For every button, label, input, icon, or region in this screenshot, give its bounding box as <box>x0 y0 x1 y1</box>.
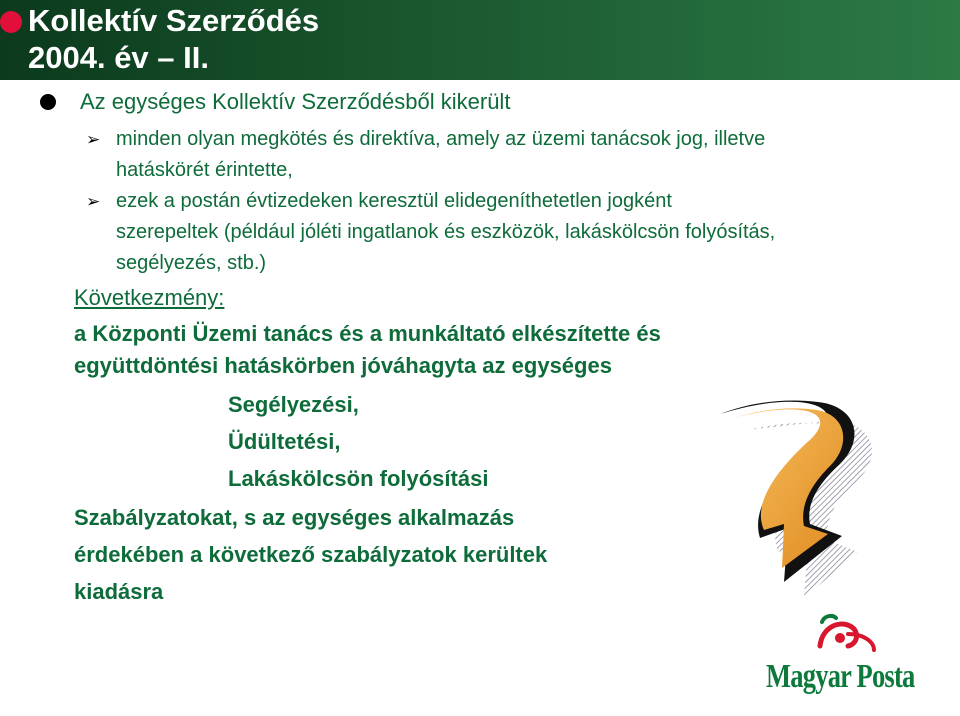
curved-arrow-icon <box>700 392 880 622</box>
closing-line-2: érdekében a következő szabályzatok kerültek <box>74 542 548 567</box>
slide-title-line-2: 2004. év – II. <box>28 40 209 75</box>
sub-bullet-2-line-1: ezek a postán évtizedeken keresztül elidegeníthetetlen jogként <box>116 190 672 212</box>
sub-bullet-2-line-3: segélyezés, stb.) <box>116 252 267 274</box>
slide-title-line-1: Kollektív Szerződés <box>28 3 320 38</box>
title-bar <box>0 0 960 80</box>
sub-bullet-1-line-1: minden olyan megkötés és direktíva, amely az üzemi tanácsok jog, illetve <box>116 128 766 150</box>
consequence-label: Következmény: <box>74 285 225 310</box>
closing-line-3: kiadásra <box>74 579 164 604</box>
closing-line-1: Szabályzatokat, s az egységes alkalmazás <box>74 505 515 530</box>
sub-bullet-1 <box>116 124 916 186</box>
post-horn-icon <box>752 610 922 660</box>
logo-text: Magyar Posta <box>766 658 915 695</box>
regulation-item-1: Segélyezési, <box>228 392 359 417</box>
sub-bullet-2 <box>116 186 916 279</box>
sub-bullet-1-line-2: hatáskörét érintette, <box>116 159 293 181</box>
title-bullet-icon <box>0 11 22 33</box>
body-line-2: együttdöntési hatáskörben jóváhagyta az egységes <box>74 353 612 378</box>
sub-bullet-2-line-2: szerepeltek (például jóléti ingatlanok és eszközök, lakáskölcsön folyósítás, <box>116 221 776 243</box>
sub-bullet-arrow-icon: ➢ <box>86 192 101 211</box>
main-bullet-text: Az egységes Kollektív Szerződésből kikerült <box>80 89 511 114</box>
sub-bullet-arrow-icon: ➢ <box>86 130 101 149</box>
main-bullet-icon <box>40 94 56 110</box>
regulation-item-3: Lakáskölcsön folyósítási <box>228 466 489 491</box>
regulation-item-2: Üdültetési, <box>228 429 341 454</box>
magyar-posta-logo <box>752 610 922 710</box>
body-line-1: a Központi Üzemi tanács és a munkáltató elkészítette és <box>74 321 661 346</box>
